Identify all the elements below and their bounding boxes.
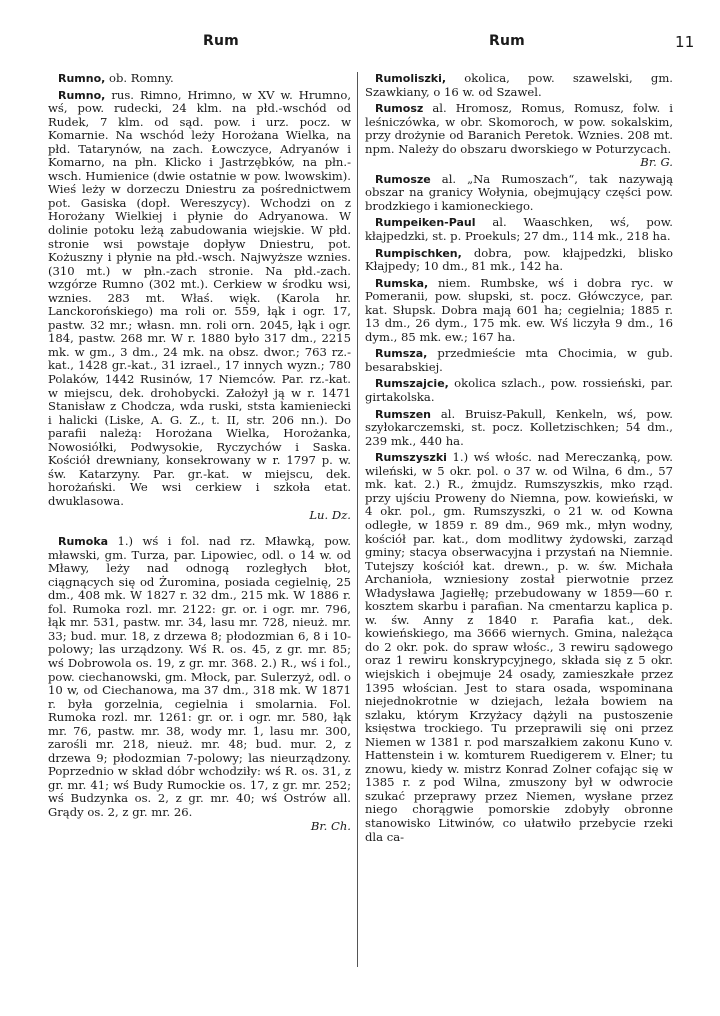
entry-signature: Lu. Dz.: [309, 507, 351, 522]
entry-text: al. Bruisz-Pakull, Kenkeln, wś, pow. szyłokarczemski, st. pocz. Kolletzischken; 54 dm., 239 mk., 440 ha.: [365, 406, 673, 448]
entry-signature: Br. G.: [640, 155, 673, 170]
header-left-word: Rum: [203, 33, 239, 49]
column-divider: [357, 72, 358, 967]
right-column: [365, 72, 673, 847]
page-number: 11: [675, 33, 695, 51]
header-right-word: Rum: [489, 33, 525, 49]
entry: [365, 377, 673, 404]
entry: [48, 535, 351, 833]
entry-text: 1.) wś i fol. nad rz. Mławką, pow. mławski, gm. Turza, par. Lipowiec, odl. o 14 w. od Mławy, leży nad odnogą rozległych błot, ciągnących się od Żuromina, posiada cegielnię, 25 dm., 408 mk. W 1827 r. 32 dm., 215 mk. W 1886 r. fol. Rumoka rozl. mr. 2122: gr. or. i ogr. mr. 796, łąk mr. 531, pastw. mr. 34, lasu mr. 728, nieuż. mr. 33; bud. mur. 18, z drzewa 8; płodozmian 6, 8 i 10-polowy; las urządzony. Wś R. os. 45, z gr. mr. 85; wś Dobrowola os. 19, z gr. mr. 368. 2.) R., wś i fol., pow. ciechanowski, gm. Młock, par. Sulerzyż, odl. o 10 w, od Ciechanowa, ma 37 dm., 318 mk. W 1871 r. była gorzelnia, cegielnia i smolarnia. Fol. Rumoka rozl. mr. 1261: gr. or. i ogr. mr. 580, łąk mr. 76, pastw. mr. 38, wody mr. 1, lasu mr. 300, zarośli mr. 218, nieuż. mr. 48; bud. mur. 2, z drzewa 9; płodozmian 7-polowy; las nieurządzony. Poprzednio w skład dóbr wchodziły: wś R. os. 31, z gr. mr. 41; wś Budy Rumockie os. 17, z gr. mr. 252; wś Budzynka os. 2, z gr. mr. 40; wś Ostrów all. Grądy os. 2, z gr. mr. 26.: [48, 534, 351, 819]
entry-headword: Rumpeiken-Paul: [375, 216, 476, 230]
entry-text: ob. Romny.: [109, 71, 174, 85]
entry-headword: Rumsza,: [375, 347, 428, 361]
entry-text: dobra, pow. kłajpedzki, blisko Kłajpedy; 10 dm., 81 mk., 142 ha.: [365, 245, 674, 274]
entry-text: al. Hromosz, Romus, Romusz, folw. i leśniczówka, w obr. Skomoroch, w pow. sokalskim, przy drożynie od Baranich Peretok. Wznies. 208 mt. npm. Należy do obszaru dworskiego w Poturzycach.: [365, 101, 673, 156]
entry: [365, 216, 673, 243]
entry-headword: Rumpischken,: [375, 246, 462, 260]
left-column: [48, 72, 351, 836]
entry-text: rus. Rimno, Hrimno, w XV w. Hrumno, wś, pow. rudecki, 24 klm. na płd.-wschód od Rudek, 7 klm. od sąd. pow. i urz. pocz. w Komarnie. Na wschód leży Horożana Wielka, na płd. Tatarynów, na zach. Łowczyce, Adryanów i Komarno, na płn. Klicko i Jastrzębków, na płn.-wsch. Humienice (dwie ostatnie w pow. lwowskim). Wieś leży w dorzeczu Dniestru za pośrednictwem pot. Gasiska (dopł. Wereszycy). Wchodzi on z Horożany Wielkiej i płynie do Adryanowa. W dolinie potoku leżą zabudowania wiejskie. W płd. stronie wsi powstaje dopływ Dniestru, pot. Kożuszny i płynie na płd.-wsch. Najwyższe wznies. (310 mt.) w płn.-zach stronie. Na płd.-zach. wzgórze Rumno (302 mt.). Cerkiew w środku wsi, wznies. 283 mt. Właś. więk. (Karola hr. Lanckorońskiego) ma roli or. 559, łąk i ogr. 17, pastw. 32 mr.; własn. mn. roli orn. 2045, łąk i ogr. 184, pastw. 268 mr. W r. 1880 było 317 dm., 2215 mk. w gm., 3 dm., 24 mk. na obsz. dwor.; 763 rz.-kat., 1428 gr.-kat., 31 izrael., 17 innych wyzn.; 780 Polaków, 1442 Rusinów, 17 Niemców. Par. rz.-kat. w miejscu, dek. drohobycki. Założył ją w r. 1471 Stanisław z Chodcza, wda ruski, ststa kamieniecki i halicki (Liske, A. G. Z., t. II, str. 206 nn.). Do parafii należą: Horożana Wielka, Horożanka, Nowosiółki, Podwysokie, Ryczychów i Saska. Kościół drewniany, konsekrowany w r. 1797 p. w. św. Katarzyny. Par. gr.-kat. w miejscu, dek. horożański. We wsi cerkiew i szkoła etat. dwuklasowa.: [48, 87, 351, 508]
entry: [365, 451, 673, 844]
entry-headword: Rumska,: [375, 276, 429, 290]
entry-headword: Rumoliszki,: [375, 72, 447, 85]
entry: [365, 173, 673, 214]
entry: [365, 347, 673, 374]
entry-text: 1.) wś włośc. nad Mereczanką, pow. wileński, w 5 okr. pol. o 37 w. od Wilna, 6 dm., 57 mk. kat. 2.) R., żmujdz. Rumszyszkis, mko rząd. przy ujściu Proweny do Niemna, pow. kowieński, w 4 okr. pol., gm. Rumszyszki, o 21 w. od Kowna odległe, w 1859 r. 89 dm., 969 mk., młyn wodny, kościół par. kat., dom modlitwy żydowski, zarząd gminy; stacya obserwacyjna i przystań na Niemnie. Tutejszy kościół kat. drewn., p. w. św. Michała Archanioła, wzniesiony został pierwotnie przez Władysława Jagiełłę; przebudowany w 1859—60 r. kosztem skarbu i parafian. Na cmentarzu kaplica p. w. św. Anny z 1840 r. Parafia kat., dek. kowieńskiego, ma 3666 wiernych. Gmina, należąca do 2 okr. pok. do spraw włośc., 3 rewiru sądowego oraz 1 rewiru konskrypcyjnego, składa się z 5 okr. wiejskich i obejmuje 24 osady, zamieszkałe przez 1395 włościan. Jest to stara osada, wspominana niejednokrotnie w dziejach, leżała bowiem na szlaku, którym Krzyżacy dążyli na pustoszenie księstwa trockiego. Tu przeprawili się oni przez Niemen w 1381 r. pod marszałkiem zakonu Kuno v. Hattenstein i w. komturem Ruedigerem v. Elner; tu znowu, kiedy w. mistrz Konrad Zolner cofając się w 1385 r. z pod Wilna, zmuszony był w odwrocie szukać przeprawy przez Niemen, wysłane przez niego chorągwie pomorskie zdobyły obronne stanowisko Litwinów, co ułatwiło przebycie rzeki dla ca-: [365, 450, 673, 844]
entry-text: okolica, pow. szawelski, gm. Szawkiany, o 16 w. od Szawel.: [365, 71, 673, 99]
entry-text: al. Waaschken, wś, pow. kłajpedzki, st. p. Proekuls; 27 dm., 114 mk., 218 ha.: [365, 215, 673, 244]
entry-text: okolica szlach., pow. rossieński, par. girtakolska.: [365, 376, 674, 405]
entry: [365, 247, 673, 274]
entry: [48, 72, 351, 86]
entry-headword: Rumosz: [375, 102, 424, 116]
entry-signature: Br. Ch.: [310, 818, 351, 833]
entry-headword: Rumno,: [58, 88, 106, 102]
entry-headword: Rumszajcie,: [375, 377, 449, 391]
entry: [48, 89, 351, 523]
entry-headword: Rumosze: [375, 172, 431, 186]
entry-text: al. „Na Rumoszach“, tak nazywają obszar na granicy Wołynia, obejmujący części pow. brodzkiego i kamioneckiego.: [365, 171, 673, 213]
entry-text: przedmieście mta Chocimia, w gub. besarabskiej.: [365, 346, 673, 374]
entry-headword: Rumno,: [58, 72, 106, 85]
entry: [365, 277, 673, 345]
entry: [365, 72, 673, 99]
entry-headword: Rumszen: [375, 407, 432, 421]
entry: [365, 408, 673, 449]
entry-text: niem. Rumbske, wś i dobra ryc. w Pomeranii, pow. słupski, st. pocz. Główczyce, par. kat. Słupsk. Dobra mają 601 ha; cegielnia; 1885 r. 13 dm., 26 dym., 175 mk. ew. Wś liczyła 9 dm., 16 dym., 85 mk. ew.; 167 ha.: [365, 275, 674, 344]
entry-headword: Rumoka: [58, 535, 109, 549]
entry: [365, 102, 673, 170]
running-header: [0, 33, 720, 55]
entry-headword: Rumszyszki: [375, 451, 447, 465]
